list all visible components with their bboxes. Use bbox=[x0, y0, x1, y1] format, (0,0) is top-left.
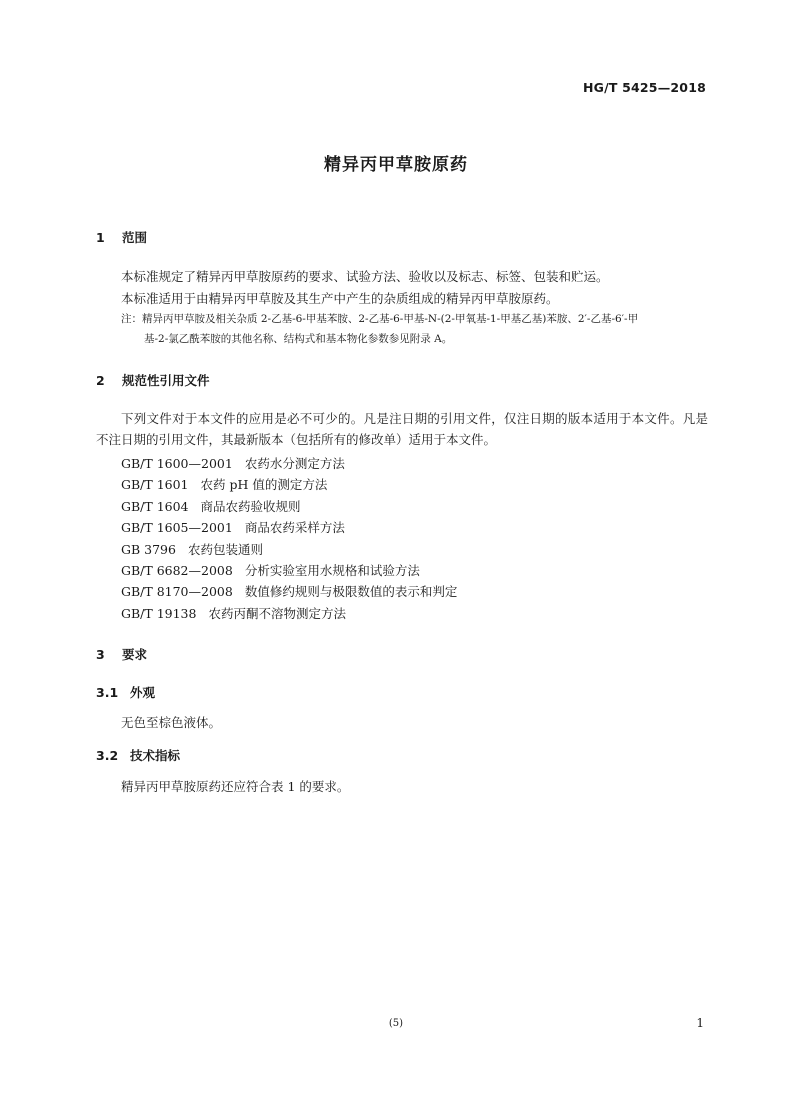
reference-code: GB/T 6682—2008 bbox=[121, 562, 233, 578]
reference-title: 农药包装通则 bbox=[187, 541, 263, 557]
reference-code: GB/T 1605—2001 bbox=[121, 520, 233, 536]
reference-list bbox=[121, 453, 457, 624]
section-1-paragraph: 本标准规定了精异丙甲草胺原药的要求、试验方法、验收以及标志、标签、包装和贮运。 bbox=[121, 269, 609, 284]
reference-title: 农药丙酮不溶物测定方法 bbox=[208, 605, 346, 621]
reference-item bbox=[121, 453, 457, 474]
reference-title: 数值修约规则与极限数值的表示和判定 bbox=[244, 584, 458, 600]
subsection-title: 外观 bbox=[130, 685, 156, 700]
subsection-3-1-text: 无色至棕色液体。 bbox=[121, 715, 222, 730]
section-number: 2 bbox=[96, 373, 105, 388]
reference-code: GB/T 19138 bbox=[121, 605, 197, 621]
reference-code: GB/T 1601 bbox=[121, 477, 189, 493]
subsection-3-2-heading bbox=[96, 746, 180, 764]
subsection-title: 技术指标 bbox=[130, 748, 181, 763]
footer-sequence: (5) bbox=[388, 1018, 404, 1029]
standard-code: HG/T 5425—2018 bbox=[582, 80, 706, 95]
reference-item bbox=[121, 539, 457, 560]
note-line: 基-2-氯乙酰苯胺的其他名称、结构式和基本物化参数参见附录 A。 bbox=[144, 333, 453, 345]
subsection-number: 3.1 bbox=[96, 685, 119, 700]
reference-item bbox=[121, 603, 457, 624]
subsection-3-1-heading bbox=[96, 683, 155, 701]
reference-title: 商品农药验收规则 bbox=[200, 498, 301, 514]
section-title: 要求 bbox=[122, 647, 148, 662]
reference-title: 农药水分测定方法 bbox=[244, 456, 345, 471]
reference-title: 商品农药采样方法 bbox=[244, 520, 345, 536]
note-line: 注：精异丙甲草胺及相关杂质 2-乙基-6-甲基苯胺、2-乙基-6-甲基-N-(2-甲氧基-1-甲基乙基)苯胺、2′-乙基-6′-甲 bbox=[121, 313, 639, 325]
subsection-3-2-text: 精异丙甲草胺原药还应符合表 1 的要求。 bbox=[121, 779, 350, 794]
section-3-heading bbox=[96, 645, 147, 663]
section-title: 范围 bbox=[122, 230, 148, 245]
reference-item bbox=[121, 496, 457, 517]
section-title: 规范性引用文件 bbox=[122, 373, 210, 388]
section-2-intro: 下列文件对于本文件的应用是必不可少的。凡是注日期的引用文件，仅注日期的版本适用于本文件。凡是不注日期的引用文件，其最新版本（包括所有的修改单）适用于本文件。 bbox=[96, 411, 708, 447]
reference-item bbox=[121, 517, 457, 538]
section-1-paragraph: 本标准适用于由精异丙甲草胺及其生产中产生的杂质组成的精异丙甲草胺原药。 bbox=[121, 291, 559, 306]
reference-item bbox=[121, 581, 457, 602]
section-number: 1 bbox=[96, 230, 105, 245]
section-2-heading bbox=[96, 371, 210, 389]
section-1-heading bbox=[96, 228, 147, 246]
reference-code: GB 3796 bbox=[121, 541, 176, 557]
reference-code: GB/T 1604 bbox=[121, 498, 189, 514]
document-title: 精异丙甲草胺原药 bbox=[324, 155, 468, 175]
reference-item bbox=[121, 474, 457, 495]
reference-code: GB/T 8170—2008 bbox=[121, 584, 233, 600]
subsection-number: 3.2 bbox=[96, 748, 119, 763]
reference-code: GB/T 1600—2001 bbox=[121, 456, 233, 471]
reference-title: 分析实验室用水规格和试验方法 bbox=[244, 562, 420, 578]
reference-title: 农药 pH 值的测定方法 bbox=[200, 477, 328, 493]
reference-item bbox=[121, 560, 457, 581]
page-number: 1 bbox=[696, 1016, 704, 1030]
section-number: 3 bbox=[96, 647, 105, 662]
